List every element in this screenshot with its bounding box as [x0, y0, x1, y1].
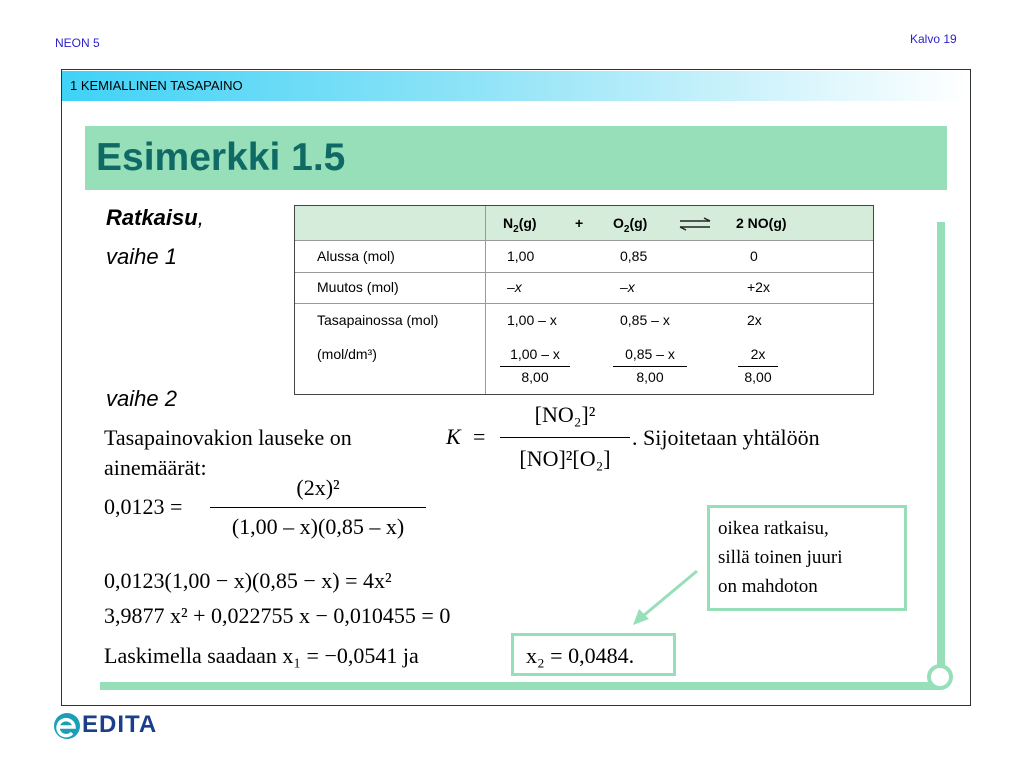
ratkaisu-word: Ratkaisu: [106, 205, 198, 230]
eq5: Laskimella saadaan x₁ = −0,0541 ja: [104, 643, 419, 668]
ratkaisu-label: [106, 205, 204, 231]
conc-numerator: 1,00 – x: [510, 346, 560, 362]
k-denominator: [NO]²[O₂]: [519, 446, 611, 471]
conc-numerator: 0,85 – x: [625, 346, 675, 362]
row-value: 0,85: [620, 248, 648, 264]
row-value: 1,00 – x: [507, 312, 557, 328]
header-o2: $O_2(g)$: [613, 215, 648, 235]
text-line1b: . Sijoitetaan yhtälöön: [632, 425, 820, 450]
header-right: Kalvo 19: [910, 32, 957, 46]
vaihe1-label: vaihe 1: [106, 244, 177, 269]
row-value: 2x: [747, 312, 762, 328]
accent-vertical-line: [937, 222, 945, 670]
accent-knob: [927, 664, 953, 690]
table-rule: [295, 240, 873, 241]
edita-logo-icon: [52, 710, 84, 742]
accent-horizontal-line: [100, 682, 940, 690]
k-numerator: [NO₂]²: [534, 402, 596, 427]
vaihe2-label: vaihe 2: [106, 386, 177, 411]
text-line1: Tasapainovakion lauseke on: [104, 425, 352, 450]
row-value: –x: [507, 279, 522, 295]
row-value: –x: [620, 279, 635, 295]
row-value: 0: [750, 248, 758, 264]
k-symbol: K: [446, 424, 461, 449]
edita-logo-text: EDITA: [82, 711, 158, 738]
header-n2: $N_2(g)$: [503, 215, 537, 235]
conc-denominator: 8,00: [521, 369, 549, 385]
eq4: 3,9877 x² + 0,022755 x − 0,010455 = 0: [104, 603, 451, 628]
page-title: Esimerkki 1.5: [96, 136, 346, 179]
note-box: [707, 505, 907, 611]
eq3: 0,0123(1,00 − x)(0,85 − x) = 4x²: [104, 568, 392, 593]
eq-numerator: (2x)²: [296, 475, 340, 500]
row-value: 0,85 – x: [620, 312, 670, 328]
fraction-bar: [500, 366, 570, 367]
row-value: +2x: [747, 279, 770, 295]
note-line: sillä toinen juuri: [718, 547, 843, 568]
table-column-rule: [485, 206, 486, 394]
table-rule: [295, 272, 873, 273]
eq-lhs: 0,0123 =: [104, 494, 183, 519]
equilibrium-arrow-icon: [678, 217, 712, 231]
row-label: Alussa (mol): [317, 248, 395, 264]
row-value: 1,00: [507, 248, 535, 264]
chapter-bar: 1 KEMIALLINEN TASAPAINO: [62, 71, 970, 101]
row-label: Muutos (mol): [317, 279, 399, 295]
header-2no: 2 NO(g): [736, 215, 787, 231]
answer-value: x₂ = 0,0484.: [526, 643, 635, 668]
conc-denominator: 8,00: [636, 369, 664, 385]
fraction-bar: [738, 366, 778, 367]
note-line: oikea ratkaisu,: [718, 518, 829, 539]
ratkaisu-comma: ,: [197, 205, 204, 230]
header-left: NEON 5: [55, 36, 100, 50]
edita-logo: [52, 708, 158, 742]
conc-denominator: 8,00: [744, 369, 772, 385]
equilibrium-table: [294, 205, 874, 395]
fraction-bar: [500, 437, 630, 438]
table-rule: [295, 303, 873, 304]
eq-denominator: (1,00 – x)(0,85 – x): [231, 514, 405, 539]
fraction-bar: [210, 507, 426, 508]
arrow-icon: [625, 565, 705, 630]
note-line: on mahdoton: [718, 576, 818, 597]
conc-numerator: 2x: [750, 346, 766, 362]
text-line2: ainemäärät:: [104, 455, 207, 480]
header-plus: +: [575, 215, 584, 231]
row-label: Tasapainossa (mol): [317, 312, 439, 328]
k-equals: =: [473, 424, 486, 449]
conc-label: (mol/dm³): [317, 346, 377, 362]
fraction-bar: [613, 366, 687, 367]
